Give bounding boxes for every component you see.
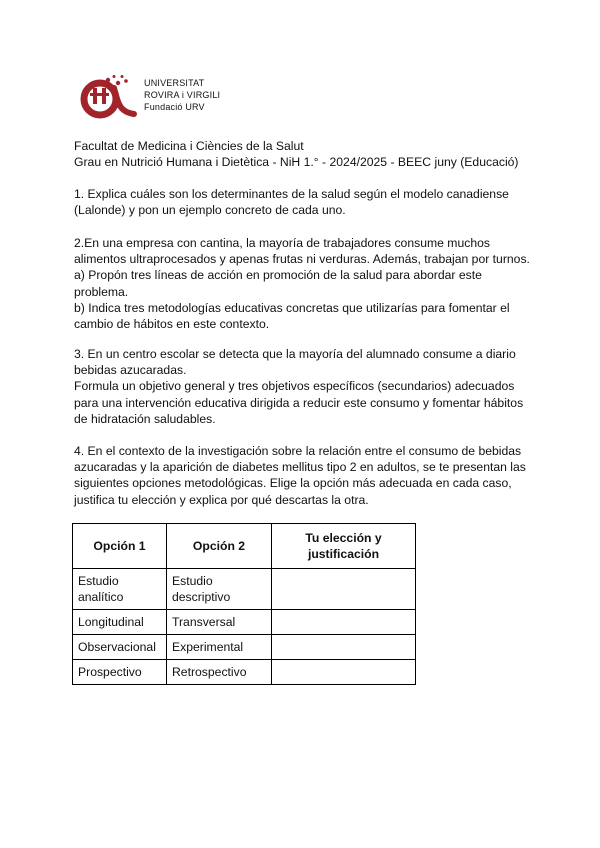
question-line: problema. [74,284,129,299]
logo-line-1: UNIVERSITAT [144,78,205,88]
cell-option-1: Longitudinal [73,610,167,635]
logo-line-3: Fundació URV [144,102,205,112]
cell-option-1: Observacional [73,635,167,660]
question-1 [74,186,534,218]
cell-option-1: Prospectivo [73,660,167,685]
cell-choice[interactable] [272,569,416,610]
table-row [73,635,416,660]
cell-option-2: Estudio descriptivo [167,569,272,610]
header-choice: Tu elección y justificación [272,524,416,569]
urv-logo-icon [78,74,138,120]
logo-wordmark [144,77,220,113]
header-block [74,138,534,170]
table-row [73,660,416,685]
question-line: a) Propón tres líneas de acción en promoción de la salud para abordar este [74,268,482,283]
question-line: 2.En una empresa con cantina, la mayoría de trabajadores consume muchos [74,236,490,250]
cell-option-2: Transversal [167,610,272,635]
question-line: alimentos ultraprocesados y apenas frutas ni verduras. Además, trabajan por turnos. [74,252,530,267]
question-line: siguientes opciones metodológicas. Elige la opción más adecuada en cada caso, [74,476,512,491]
question-line: azucaradas y la aparición de diabetes mellitus tipo 2 en adultos, se te presentan las [74,460,526,475]
question-line: 1. Explica cuáles son los determinantes de la salud según el modelo canadiense [74,187,509,201]
table-header-row [73,524,416,569]
cell-option-1: Estudio analítico [73,569,167,610]
logo-line-2: ROVIRA i VIRGILI [144,90,221,100]
question-line: Formula un objetivo general y tres objetivos específicos (secundarios) adecuados [74,379,515,394]
question-4 [74,443,534,508]
question-line: bebidas azucaradas. [74,363,187,378]
program-name: Grau en Nutrició Humana i Dietètica - NiH 1.° - 2024/2025 - BEEC juny (Educació) [74,155,519,170]
question-line: justifica tu elección y explica por qué descartas la otra. [74,492,369,507]
question-3 [74,346,534,427]
question-line: para una intervención educativa dirigida a reducir este consumo y fomentar hábitos [74,395,524,410]
question-line: b) Indica tres metodologías educativas concretas que utilizarías para fomentar el [74,300,510,315]
table-row [73,610,416,635]
question-line: 3. En un centro escolar se detecta que la mayoría del alumnado consume a diario [74,347,516,361]
cell-choice[interactable] [272,610,416,635]
cell-option-2: Experimental [167,635,272,660]
table-row [73,569,416,610]
question-2 [74,235,534,332]
header-option-1: Opción 1 [73,524,167,569]
question-line: cambio de hábitos en este contexto. [74,317,270,332]
question-line: de hidratación saludables. [74,411,216,426]
cell-choice[interactable] [272,635,416,660]
question-line: (Lalonde) y pon un ejemplo concreto de cada uno. [74,203,346,218]
cell-choice[interactable] [272,660,416,685]
header-option-2: Opción 2 [167,524,272,569]
faculty-name: Facultat de Medicina i Ciències de la Salut [74,139,304,153]
question-line: 4. En el contexto de la investigación sobre la relación entre el consumo de bebidas [74,444,522,458]
options-table [72,523,416,685]
urv-logo [78,74,228,120]
cell-option-2: Retrospectivo [167,660,272,685]
